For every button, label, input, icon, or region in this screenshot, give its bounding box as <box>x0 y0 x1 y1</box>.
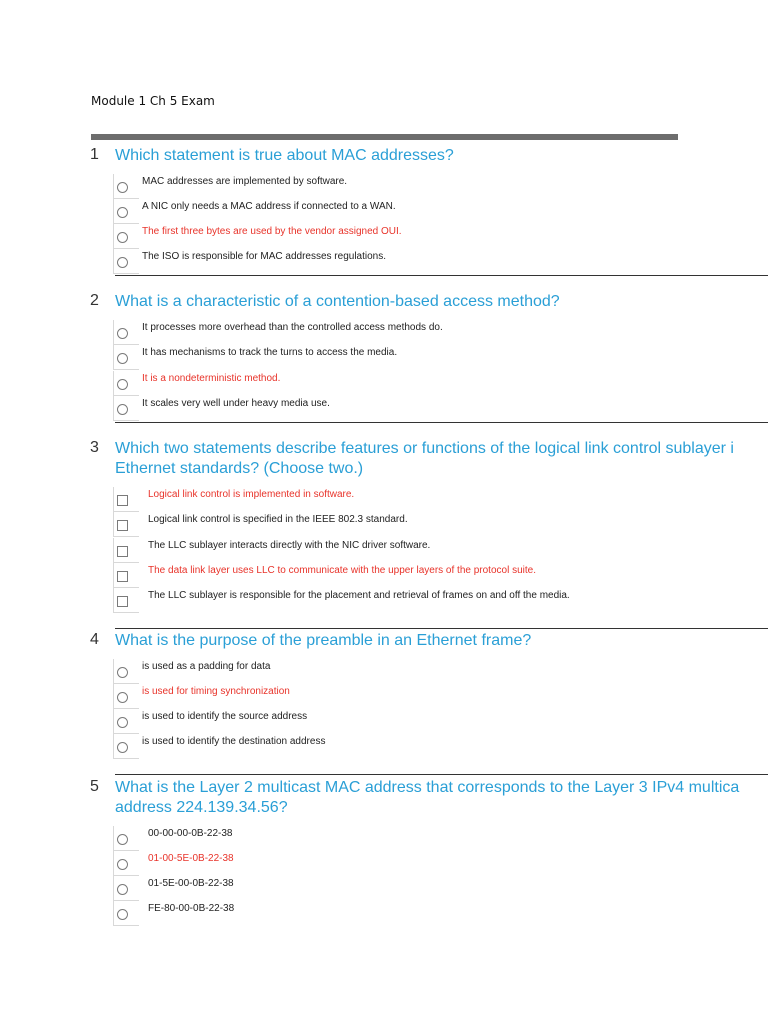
answer-option[interactable] <box>113 826 768 851</box>
option-cell <box>113 199 139 224</box>
option-cell <box>113 371 139 396</box>
answer-label-correct: It is a nondeterministic method. <box>142 373 281 384</box>
answer-label: Logical link control is specified in the IEEE 802.3 standard. <box>148 514 408 525</box>
option-cell <box>113 588 139 613</box>
answer-option[interactable] <box>113 224 768 249</box>
option-cell <box>113 320 139 345</box>
answer-label-correct: The first three bytes are used by the vendor assigned OUI. <box>142 226 402 237</box>
answer-label: It has mechanisms to track the turns to access the media. <box>142 347 398 358</box>
question-number: 4 <box>90 631 99 648</box>
question-separator <box>115 275 768 276</box>
answer-option[interactable] <box>113 396 768 421</box>
question-text: What is a characteristic of a contention-based access method? <box>115 293 560 310</box>
answer-radio[interactable] <box>117 692 128 703</box>
answer-option[interactable] <box>113 320 768 345</box>
answer-radio[interactable] <box>117 207 128 218</box>
option-cell <box>113 684 139 709</box>
answer-option[interactable] <box>113 487 768 512</box>
question-text: What is the Layer 2 multicast MAC address that corresponds to the Layer 3 IPv4 multica <box>115 779 740 796</box>
answer-radio[interactable] <box>117 834 128 845</box>
answer-option[interactable] <box>113 199 768 224</box>
answer-radio[interactable] <box>117 859 128 870</box>
option-cell <box>113 224 139 249</box>
answer-label: A NIC only needs a MAC address if connected to a WAN. <box>142 201 396 212</box>
answer-option[interactable] <box>113 563 768 588</box>
answer-option[interactable] <box>113 512 768 537</box>
answer-label: The LLC sublayer interacts directly with the NIC driver software. <box>148 540 431 551</box>
option-cell <box>113 734 139 759</box>
answer-label: FE-80-00-0B-22-38 <box>148 903 235 914</box>
answer-label-correct: The data link layer uses LLC to communicate with the upper layers of the protocol suite. <box>148 565 536 576</box>
option-cell <box>113 563 139 588</box>
answer-option[interactable] <box>113 709 768 734</box>
option-cell <box>113 249 139 274</box>
option-cell <box>113 345 139 370</box>
answer-option[interactable] <box>113 851 768 876</box>
answer-checkbox[interactable] <box>117 596 128 607</box>
question-separator <box>115 422 768 423</box>
option-cell <box>113 901 139 926</box>
answer-option[interactable] <box>113 901 768 926</box>
option-cell <box>113 512 139 537</box>
answer-option[interactable] <box>113 659 768 684</box>
answer-checkbox[interactable] <box>117 571 128 582</box>
question-text: address 224.139.34.56? <box>115 799 288 816</box>
answer-label: It scales very well under heavy media use. <box>142 398 330 409</box>
answer-radio[interactable] <box>117 884 128 895</box>
answer-radio[interactable] <box>117 353 128 364</box>
question-text: Which two statements describe features or functions of the logical link control sublayer i <box>115 440 734 457</box>
answer-radio[interactable] <box>117 257 128 268</box>
question-number: 5 <box>90 778 99 795</box>
option-cell <box>113 851 139 876</box>
option-cell <box>113 487 139 512</box>
answer-label: 00-00-00-0B-22-38 <box>148 828 233 839</box>
answer-checkbox[interactable] <box>117 495 128 506</box>
answer-option[interactable] <box>113 684 768 709</box>
answer-label: is used to identify the destination address <box>142 736 326 747</box>
answer-radio[interactable] <box>117 182 128 193</box>
answer-label: The ISO is responsible for MAC addresses regulations. <box>142 251 386 262</box>
question-number: 2 <box>90 292 99 309</box>
answer-label: is used to identify the source address <box>142 711 308 722</box>
question-text: What is the purpose of the preamble in an Ethernet frame? <box>115 632 532 649</box>
question-text: Which statement is true about MAC addresses? <box>115 147 454 164</box>
answer-radio[interactable] <box>117 379 128 390</box>
answer-label: The LLC sublayer is responsible for the placement and retrieval of frames on and off the media. <box>148 590 570 601</box>
option-cell <box>113 538 139 563</box>
answer-radio[interactable] <box>117 232 128 243</box>
answer-option[interactable] <box>113 588 768 613</box>
answer-label: MAC addresses are implemented by software. <box>142 176 348 187</box>
answer-checkbox[interactable] <box>117 546 128 557</box>
question-number: 3 <box>90 439 99 456</box>
option-cell <box>113 709 139 734</box>
answer-radio[interactable] <box>117 742 128 753</box>
question-separator <box>115 774 768 775</box>
question-text: Ethernet standards? (Choose two.) <box>115 460 364 477</box>
answer-option[interactable] <box>113 345 768 370</box>
answer-label: 01-5E-00-0B-22-38 <box>148 878 234 889</box>
answer-option[interactable] <box>113 174 768 199</box>
answer-option[interactable] <box>113 371 768 396</box>
answer-radio[interactable] <box>117 717 128 728</box>
option-cell <box>113 659 139 684</box>
question-separator <box>115 628 768 629</box>
answer-label-correct: Logical link control is implemented in software. <box>148 489 355 500</box>
option-cell <box>113 174 139 199</box>
answer-radio[interactable] <box>117 404 128 415</box>
answer-label-correct: is used for timing synchronization <box>142 686 290 697</box>
answer-radio[interactable] <box>117 909 128 920</box>
title-rule <box>91 134 678 140</box>
option-cell <box>113 396 139 421</box>
option-cell <box>113 876 139 901</box>
answer-radio[interactable] <box>117 667 128 678</box>
answer-label: It processes more overhead than the controlled access methods do. <box>142 322 443 333</box>
answer-radio[interactable] <box>117 328 128 339</box>
answer-option[interactable] <box>113 249 768 274</box>
answer-option[interactable] <box>113 734 768 759</box>
question-number: 1 <box>90 146 99 163</box>
answer-label-correct: 01-00-5E-0B-22-38 <box>148 853 234 864</box>
answer-option[interactable] <box>113 876 768 901</box>
document-title: Module 1 Ch 5 Exam <box>91 94 215 108</box>
answer-checkbox[interactable] <box>117 520 128 531</box>
option-cell <box>113 826 139 851</box>
answer-option[interactable] <box>113 538 768 563</box>
answer-label: is used as a padding for data <box>142 661 271 672</box>
